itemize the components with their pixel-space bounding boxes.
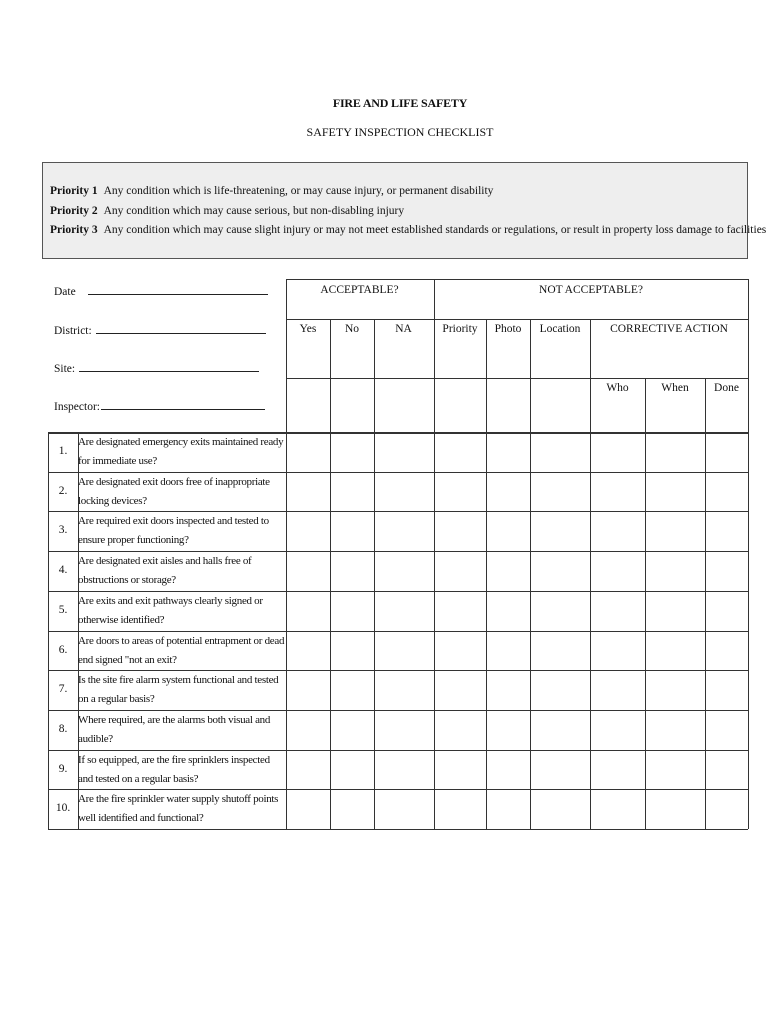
priority-3-row xyxy=(50,224,766,236)
grid-line-v xyxy=(645,378,646,829)
priority-1-row xyxy=(50,185,493,197)
grid-line-h xyxy=(590,378,748,379)
who-header: Who xyxy=(606,382,629,394)
grid-line-v xyxy=(374,319,375,829)
priority-3-text: Any condition which may cause slight injury or may not meet established standards or regulations, or result in property loss damage to facilities xyxy=(103,224,767,236)
item-number: 5. xyxy=(58,603,68,616)
district-line xyxy=(96,323,266,334)
inspector-line xyxy=(101,399,265,410)
item-number: 6. xyxy=(58,643,68,656)
grid-line-v xyxy=(590,319,591,829)
date-line xyxy=(88,284,268,295)
site-line xyxy=(79,361,259,372)
priority-header: Priority xyxy=(442,323,478,335)
item-number: 1. xyxy=(58,445,68,457)
location-header: Location xyxy=(539,323,581,335)
priority-2-text: Any condition which may cause serious, but non-disabling injury xyxy=(103,205,405,217)
acceptable-header: ACCEPTABLE? xyxy=(320,284,399,296)
item-question: Are required exit doors inspected and tested to ensure proper functioning? xyxy=(78,515,269,547)
not-acceptable-header: NOT ACCEPTABLE? xyxy=(539,284,643,296)
item-number: 9. xyxy=(58,762,68,775)
date-label: Date xyxy=(54,286,76,298)
grid-line-v xyxy=(486,319,487,829)
photo-header: Photo xyxy=(494,323,522,335)
grid-line-v xyxy=(330,319,331,829)
district-label: District: xyxy=(54,325,92,337)
when-header: When xyxy=(661,382,689,394)
page-title: FIRE AND LIFE SAFETY xyxy=(332,96,468,110)
inspector-label: Inspector: xyxy=(54,401,100,413)
grid-line-v xyxy=(530,319,531,829)
item-question: Are the fire sprinkler water supply shutoff points well identified and functional? xyxy=(78,793,279,825)
priority-3-label: Priority 3 xyxy=(50,224,98,236)
done-header: Done xyxy=(714,382,739,394)
inspector-field[interactable] xyxy=(54,399,265,413)
item-number: 7. xyxy=(58,683,68,696)
district-field[interactable] xyxy=(54,323,266,337)
priority-1-label: Priority 1 xyxy=(50,185,98,197)
yes-header: Yes xyxy=(299,323,317,335)
site-field[interactable] xyxy=(54,361,259,375)
no-header: No xyxy=(344,323,360,335)
item-question: Is the site fire alarm system functional and tested on a regular basis? xyxy=(78,674,279,706)
date-field[interactable] xyxy=(54,284,268,298)
grid-line-h xyxy=(286,279,748,280)
grid-line-h xyxy=(48,829,748,830)
item-question: Are designated exit doors free of inappropriate locking devices? xyxy=(78,475,270,507)
grid-line-h xyxy=(286,319,748,320)
item-question: Are designated exit aisles and halls free of obstructions or storage? xyxy=(78,555,252,587)
na-header: NA xyxy=(395,323,412,335)
item-question: Are doors to areas of potential entrapment or dead end signed "not an exit? xyxy=(78,634,285,666)
item-question: If so equipped, are the fire sprinklers inspected and tested on a regular basis? xyxy=(78,753,270,785)
grid-line-v xyxy=(705,378,706,829)
item-number: 8. xyxy=(58,722,68,735)
site-label: Site: xyxy=(54,363,76,375)
corrective-action-header: CORRECTIVE ACTION xyxy=(610,323,728,335)
priority-2-row xyxy=(50,205,404,217)
item-number: 2. xyxy=(58,484,68,497)
priority-2-label: Priority 2 xyxy=(50,205,98,217)
priority-1-text: Any condition which is life-threatening, or may cause injury, or permanent disability xyxy=(103,185,494,197)
item-question: Are designated emergency exits maintained ready for immediate use? xyxy=(78,436,284,467)
item-question: Are exits and exit pathways clearly signed or otherwise identified? xyxy=(78,594,263,626)
item-number: 3. xyxy=(58,524,68,537)
item-number: 10. xyxy=(55,802,71,815)
grid-line-v xyxy=(286,279,287,829)
item-number: 4. xyxy=(58,564,68,577)
page-subtitle: SAFETY INSPECTION CHECKLIST xyxy=(306,125,494,139)
grid-line-v xyxy=(748,279,749,829)
grid-line-v xyxy=(434,279,435,829)
item-question: Where required, are the alarms both visual and audible? xyxy=(78,713,271,745)
priority-legend xyxy=(42,162,767,259)
